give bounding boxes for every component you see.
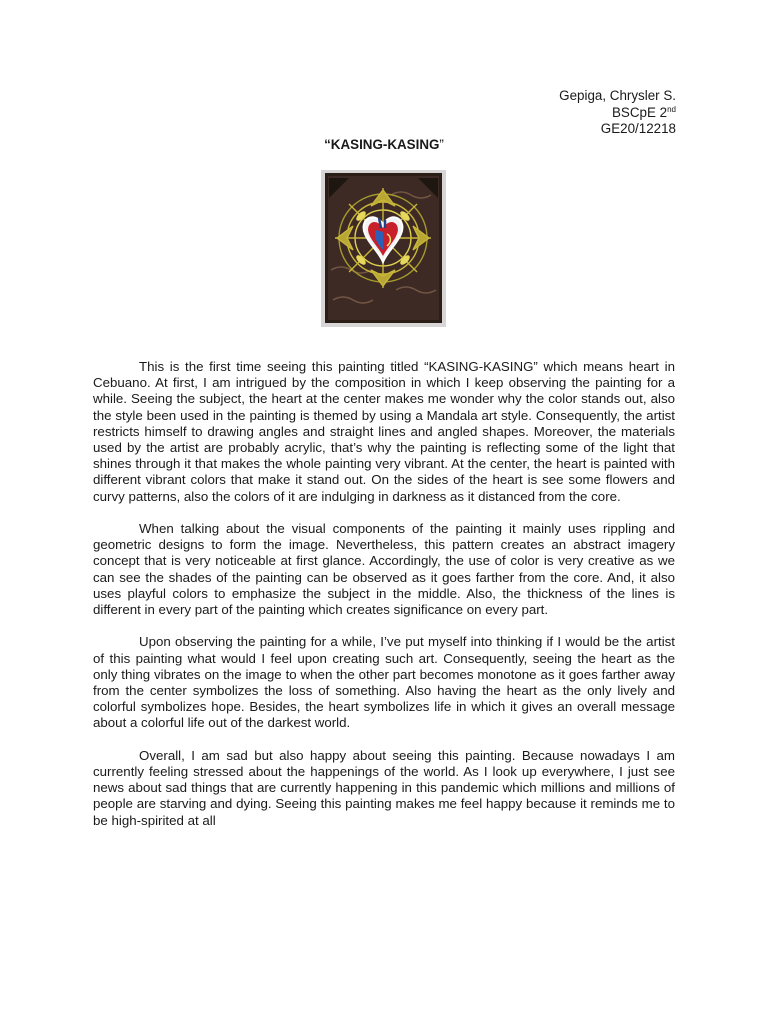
painting-illustration <box>321 170 446 327</box>
title-text: KASING-KASING <box>330 137 440 152</box>
title-open-quote: “ <box>324 137 331 152</box>
course-code: GE20/12218 <box>600 121 676 136</box>
author-name: Gepiga, Chrysler S. <box>559 88 676 103</box>
title-close-quote: ” <box>439 137 444 152</box>
essay-body <box>93 359 675 845</box>
author-header <box>559 88 676 138</box>
document-title <box>0 137 768 152</box>
course-text: BSCpE 2 <box>612 104 668 120</box>
paragraph-2: When talking about the visual components of the painting it mainly uses rippling and geometric designs to form the image. Nevertheless, this pattern creates an abstract imagery concept that is very noticeable at first glance. Accordingly, the use of color is very creative as we can see the shades of the painting can be observed as it goes farther from the core. And, it also uses playful colors to emphasize the subject in the middle. Also, the thickness of the lines is different in every part of the painting which creates significance on every part. <box>93 521 675 618</box>
paragraph-1: This is the first time seeing this painting titled “KASING-KASING” which means heart in Cebuano. At first, I am intrigued by the composition in which I keep observing the painting for a while. Seeing the subject, the heart at the center makes me wonder why the color stands out, also the style been used in the painting is themed by using a Mandala art style. Consequently, the artist restricts himself to drawing angles and straight lines and angled shapes. Moreover, the materials used by the artist are probably acrylic, that’s why the painting is reflecting some of the light that shines through it that makes the whole painting very vibrant. At the center, the heart is painted with different vibrant colors that make it stand out. On the sides of the heart is see some flowers and curvy patterns, also the colors of it are indulging in darkness as it distanced from the core. <box>93 359 675 504</box>
course-superscript: nd <box>667 104 676 114</box>
paragraph-4: Overall, I am sad but also happy about seeing this painting. Because nowadays I am currently feeling stressed about the happenings of the world. As I look up everywhere, I just see news about sad things that are currently happening in this pandemic which millions and millions of people are starving and dying. Seeing this painting makes me feel happy because it reminds me to be high-spirited at all <box>93 747 675 828</box>
painting-photo <box>321 170 446 327</box>
paragraph-3: Upon observing the painting for a while, I’ve put myself into thinking if I would be the artist of this painting what would I feel upon creating such art. Consequently, seeing the heart as the only thing vibrates on the image to when the other part becomes monotone as it goes farther away from the center symbolizes the loss of something. Also having the heart as the only lively and colorful symbolizes hope. Besides, the heart symbolizes life in which it gives an overall message about a colorful life out of the darkest world. <box>93 634 675 731</box>
author-course <box>559 105 676 122</box>
